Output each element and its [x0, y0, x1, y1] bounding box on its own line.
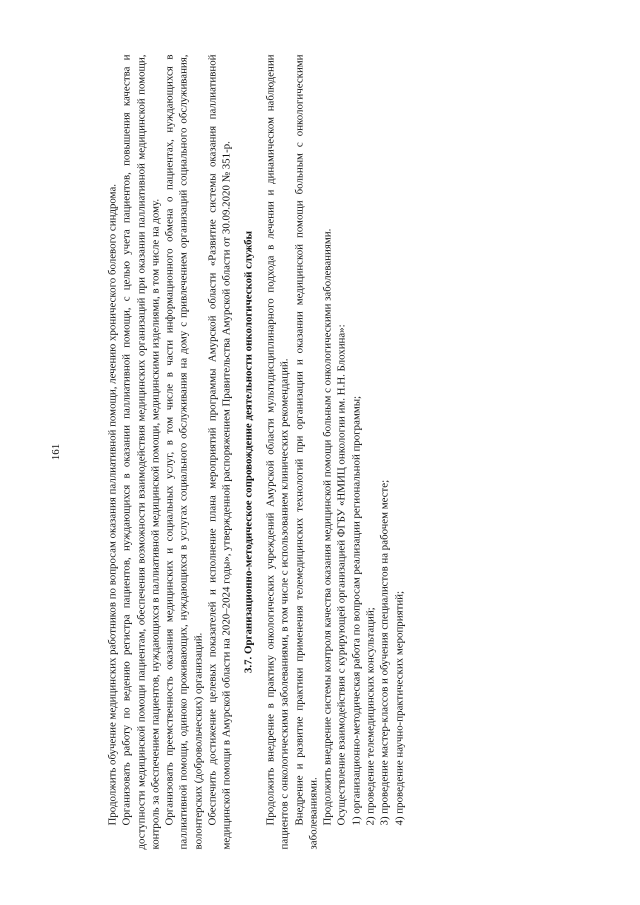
list-item: 4) проведение научно-практических мероприятий;: [393, 590, 406, 826]
paragraph: Организовать работу по ведению регистра пациентов, нуждающихся в оказании паллиативной помощи, с целью учета пациентов, повышения качества и доступности медицинской помощи пациентам, обеспечения возможности взаимодействия медицинских организаций при оказании паллиативной медицинской помощи, контроль за обеспечением пациентов, нуждающихся в паллиативной медицинской помощи, медицинскими изделиями, в том числе на дому.: [120, 54, 162, 850]
paragraph: Осуществление взаимодействия с курирующей организацией ФГБУ «НМИЦ онкологии им. Н.Н. Блохина»:: [335, 324, 348, 826]
paragraph: Внедрение и развитие практики применения телемедицинских технологий при организации и оказании медицинской помощи больным с онкологическими заболеваниями.: [293, 54, 320, 850]
list-item: 2) проведение телемедицинских консультаций;: [364, 607, 377, 826]
section-heading: 3.7. Организационно-методическое сопровождение деятельности онкологической службы: [242, 230, 255, 674]
paragraph: Организовать преемственность оказания медицинских и социальных услуг, в том числе в части информационного обмена о пациентах, нуждающихся в паллиативной помощи, одиноко проживающих, нуждающихся в услугах социального обслуживания на дому с привлечением организаций социального обслуживания, волонтерских (добровольческих) организаций.: [163, 54, 205, 850]
list-item: 1) организационно-методическая работа по вопросам реализации региональной программы;: [350, 395, 363, 826]
paragraph: Продолжить внедрение системы контроля качества оказания медицинской помощи больным с онкологическими заболеваниями.: [321, 228, 334, 826]
page-body-rotated: [106, 55, 536, 850]
paragraph: Продолжить обучение медицинских работников по вопросам оказания паллиативной помощи, лечению хронического болевого синдрома.: [106, 183, 119, 826]
page-number: 161: [50, 443, 62, 461]
paragraph: Продолжить внедрение в практику онкологических учреждений Амурской области мультидисциплинарного подхода в лечении и динамическом наблюдении пациентов с онкологическими заболеваниями, в том числе с использованием клинических рекомендаций.: [264, 54, 291, 850]
paragraph: Обеспечить достижение целевых показателей и исполнение плана мероприятий программы Амурской области «Развитие системы оказания паллиативной медицинской помощи в Амурской области на 2020–2024 годы», утвержденной распоряжением Правительства Амурской области от 30.09.2020 № 351-р.: [206, 54, 233, 850]
list-item: 3) проведение мастер-классов и обучения специалистов на рабочем месте;: [378, 479, 391, 826]
